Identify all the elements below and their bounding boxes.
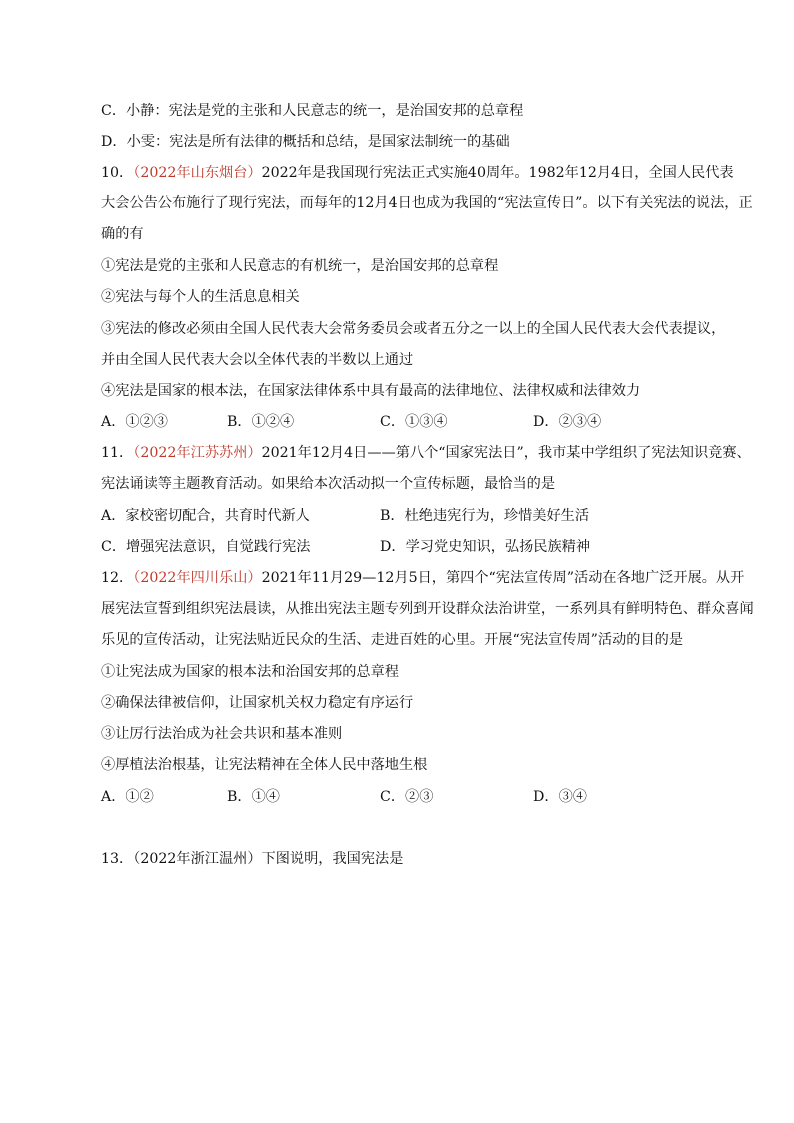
q10-option-c: C．①③④ [380, 414, 448, 430]
q13-stem: 13．（2022年浙江温州）下图说明，我国宪法是 [101, 851, 404, 867]
q10-item-3-cont: 并由全国人民代表大会以全体代表的半数以上通过 [101, 352, 414, 368]
q10-stem-line-1 [101, 163, 734, 183]
q12-number: 12． [101, 570, 134, 586]
q11-option-c: C．增强宪法意识，自觉践行宪法 [101, 539, 311, 555]
q11-stem-line-2: 宪法诵读等主题教育活动。如果给本次活动拟一个宣传标题，最恰当的是 [101, 476, 556, 492]
q10-source: （2022年山东烟台） [133, 165, 262, 181]
q12-option-a: A．①② [101, 789, 154, 805]
q10-option-a: A．①②③ [101, 414, 168, 430]
q12-item-3: ③让厉行法治成为社会共识和基本准则 [101, 726, 343, 742]
q12-option-c: C．②③ [380, 789, 434, 805]
q10-stem-line-3: 确的有 [101, 226, 144, 242]
q11-number: 11． [101, 445, 134, 461]
q12-source: （2022年四川乐山） [133, 570, 262, 586]
q10-option-d: D．②③④ [533, 414, 602, 430]
q12-stem-line-1 [101, 568, 744, 588]
q11-option-a: A．家校密切配合，共育时代新人 [101, 508, 310, 524]
q10-item-4: ④宪法是国家的根本法，在国家法律体系中具有最高的法律地位、法律权威和法律效力 [101, 383, 641, 399]
q12-item-4: ④厚植法治根基，让宪法精神在全体人民中落地生根 [101, 757, 428, 773]
q12-stem-1: 2021年11月29—12月5日，第四个“宪法宣传周”活动在各地广泛开展。从开 [261, 570, 745, 586]
q11-stem-line-1 [101, 443, 751, 463]
q9-option-d: D．小雯：宪法是所有法律的概括和总结，是国家法制统一的基础 [101, 134, 510, 150]
q11-stem-1: 2021年12月4日——第八个“国家宪法日”，我市某中学组织了宪法知识竞赛、 [261, 445, 751, 461]
q11-option-b: B．杜绝违宪行为，珍惜美好生活 [380, 508, 590, 524]
q10-item-1: ①宪法是党的主张和人民意志的有机统一，是治国安邦的总章程 [101, 258, 499, 274]
q12-item-2: ②确保法律被信仰，让国家机关权力稳定有序运行 [101, 695, 414, 711]
q10-item-3: ③宪法的修改必须由全国人民代表大会常务委员会或者五分之一以上的全国人民代表大会代表提议， [101, 321, 726, 337]
q12-stem-line-3: 乐见的宣传活动，让宪法贴近民众的生活、走进百姓的心里。开展“宪法宣传周”活动的目的是 [101, 632, 684, 648]
q10-stem-line-2: 大会公告公布施行了现行宪法，而每年的12月4日也成为我国的“宪法宣传日”。以下有关宪法的说法，正 [101, 195, 753, 211]
q10-item-2: ②宪法与每个人的生活息息相关 [101, 289, 300, 305]
q12-option-d: D．③④ [533, 789, 587, 805]
q10-number: 10． [101, 165, 134, 181]
q9-option-c: C．小静：宪法是党的主张和人民意志的统一，是治国安邦的总章程 [101, 103, 524, 119]
q10-option-b: B．①②④ [227, 414, 295, 430]
q11-option-d: D．学习党史知识，弘扬民族精神 [380, 539, 591, 555]
q11-source: （2022年江苏苏州） [133, 445, 262, 461]
q10-stem-1: 2022年是我国现行宪法正式实施40周年。1982年12月4日，全国人民代表 [261, 165, 734, 181]
q12-option-b: B．①④ [227, 789, 280, 805]
q12-item-1: ①让宪法成为国家的根本法和治国安邦的总章程 [101, 664, 399, 680]
q12-stem-line-2: 展宪法宣誓到组织宪法晨读，从推出宪法主题专列到开设群众法治讲堂，一系列具有鲜明特色、群众喜闻 [101, 601, 754, 617]
